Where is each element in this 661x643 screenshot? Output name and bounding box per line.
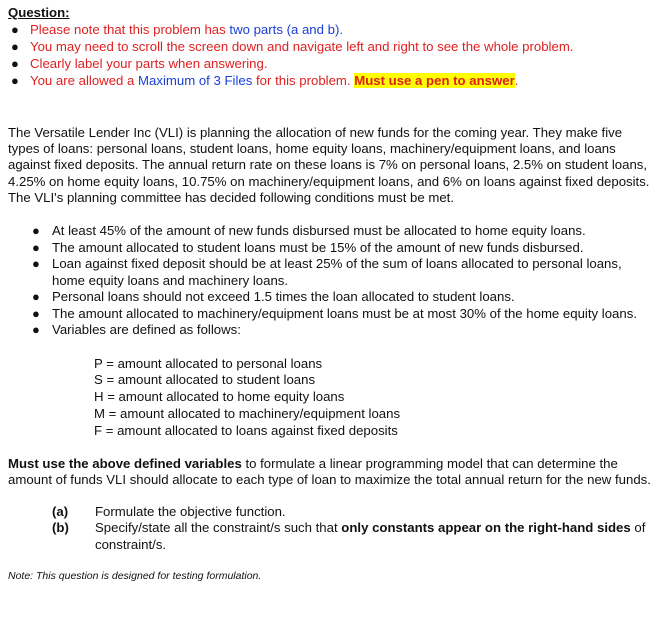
variable-definitions xyxy=(94,356,656,440)
notice-list xyxy=(8,21,656,89)
variable-definition: P = amount allocated to personal loans xyxy=(94,355,323,371)
question-heading: Question: xyxy=(8,5,70,20)
bullet-icon: ● xyxy=(11,73,19,88)
max-files-emphasis: Maximum of 3 Files xyxy=(138,73,253,88)
part-label: (b) xyxy=(52,520,69,536)
bullet-icon: ● xyxy=(11,22,19,37)
objective-bold: Must use the above defined variables xyxy=(8,455,242,471)
bullet-icon: ● xyxy=(32,322,40,338)
variable-definition: F = amount allocated to loans against fixed deposits xyxy=(94,422,398,438)
problem-intro: The Versatile Lender Inc (VLI) is planning the allocation of new funds for the coming year. They make five types of loans: personal loans, student loans, home equity loans, machinery/equipment loans, and loans against fixed deposits. The annual return rate on these loans is 7% on personal loans, 2.5% on student loans, 4.25% on home equity loans, 10.75% on machinery/equipment loans, and 6% on loans against fixed deposits. The VLI's planning committee has decided following conditions must be met. xyxy=(8,125,650,205)
part-text: Formulate the objective function. xyxy=(95,503,286,519)
part-text: Specify/state all the constraint/s such that only constants appear on the right-hand sides of constraint/s. xyxy=(95,520,646,552)
condition-item: ● Variables are defined as follows: xyxy=(32,322,241,338)
bullet-icon: ● xyxy=(11,56,19,71)
condition-item: ● Loan against fixed deposit should be at least 25% of the sum of loans allocated to personal loans, home equity loans and machinery loans. xyxy=(32,256,622,288)
variable-definition: H = amount allocated to home equity loans xyxy=(94,389,345,405)
objective-instruction: Must use the above defined variables to formulate a linear programming model that can determine the amount of funds VLI should allocate to each type of loan to maximize the total annual return for the new funds. xyxy=(8,455,651,487)
bullet-icon: ● xyxy=(32,289,40,305)
bullet-icon: ● xyxy=(32,305,40,321)
part-b xyxy=(52,520,656,553)
question-parts xyxy=(52,504,656,554)
bullet-icon: ● xyxy=(11,39,19,54)
bullet-icon: ● xyxy=(32,239,40,255)
notice-item: ● You may need to scroll the screen down and navigate left and right to see the whole problem. xyxy=(11,39,574,54)
condition-item: ● At least 45% of the amount of new funds disbursed must be allocated to home equity loans. xyxy=(32,223,586,239)
notice-item: ● You are allowed a Maximum of 3 Files for this problem. Must use a pen to answer. xyxy=(11,73,519,88)
footnote: Note: This question is designed for testing formulation. xyxy=(8,570,262,583)
variable-definition: M = amount allocated to machinery/equipment loans xyxy=(94,405,401,421)
condition-item: ● The amount allocated to machinery/equipment loans must be at most 30% of the home equity loans. xyxy=(32,305,637,321)
variable-definition: S = amount allocated to student loans xyxy=(94,372,316,388)
bullet-icon: ● xyxy=(32,256,40,272)
question-document xyxy=(8,5,656,583)
part-a xyxy=(52,504,656,521)
condition-list xyxy=(8,223,656,339)
notice-item: ● Please note that this problem has two parts (a and b). xyxy=(11,22,344,37)
bullet-icon: ● xyxy=(32,223,40,239)
pen-requirement-highlight: Must use a pen to answer xyxy=(354,73,515,88)
condition-item: ● Personal loans should not exceed 1.5 times the loan allocated to student loans. xyxy=(32,289,515,305)
condition-item: ● The amount allocated to student loans must be 15% of the amount of new funds disbursed. xyxy=(32,239,584,255)
two-parts-emphasis: two parts (a and b). xyxy=(229,22,344,37)
part-label: (a) xyxy=(52,503,69,519)
notice-item: ● Clearly label your parts when answering. xyxy=(11,56,268,71)
